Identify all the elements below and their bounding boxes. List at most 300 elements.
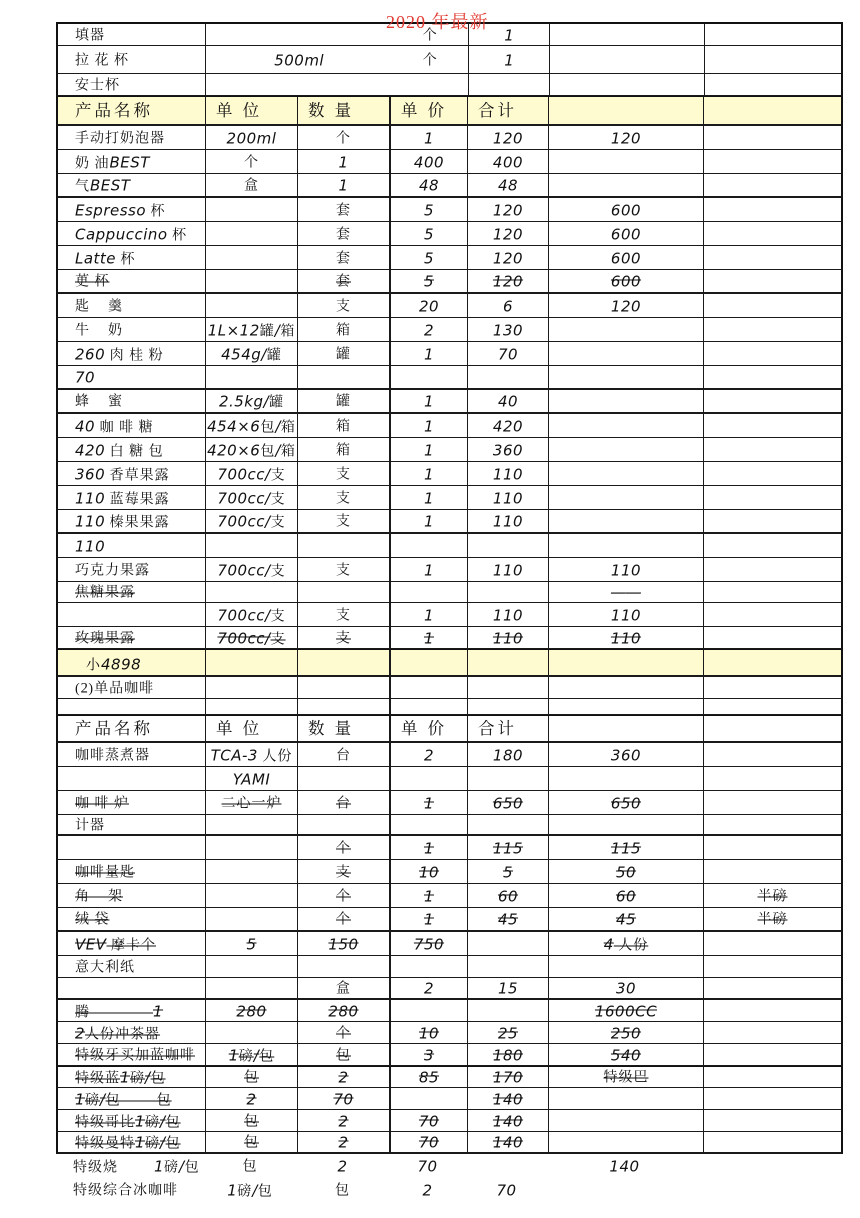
table-cell [549, 908, 704, 930]
cell-text: 5 [423, 201, 435, 219]
table-cell [296, 1154, 389, 1178]
table-cell [298, 462, 391, 485]
cell-text: 40 [497, 392, 519, 411]
table-row [56, 791, 843, 815]
table-row [56, 1110, 843, 1132]
table-cell [549, 222, 704, 245]
cell-text: 箱 [336, 323, 351, 338]
cell-text: 特级曼特1磅/包 [75, 1133, 181, 1152]
cell-text: 400 [492, 153, 524, 171]
table-cell [298, 390, 391, 412]
table-cell [298, 1044, 391, 1065]
cell-text: 咖啡量匙 [75, 865, 135, 880]
cell-text: 支 [336, 491, 351, 506]
table-row [56, 150, 843, 174]
column-header [391, 97, 468, 124]
column-header [468, 716, 549, 741]
cell-text: TCA-3 人份 [210, 746, 293, 764]
table-cell [469, 74, 550, 95]
table-cell [58, 627, 206, 648]
table-cell [298, 603, 391, 626]
table-cell [392, 46, 469, 73]
table-row [56, 462, 843, 486]
table-cell [704, 126, 841, 149]
table-cell [549, 558, 704, 581]
table-cell [391, 815, 468, 834]
header-empty-cell [549, 716, 704, 741]
table-cell [58, 908, 206, 930]
cell-text: 5 [246, 935, 257, 953]
table-cell [391, 978, 468, 998]
table-row [56, 1088, 843, 1110]
table-cell [549, 677, 704, 698]
table-cell [391, 414, 468, 437]
table-row [56, 956, 843, 978]
table-cell [391, 743, 468, 766]
table-cell [549, 1044, 704, 1065]
table-row [56, 767, 843, 791]
table-cell [549, 815, 704, 834]
cell-text: 1L×12罐/箱 [207, 321, 296, 339]
cell-text: 180 [492, 746, 524, 764]
table-cell [391, 932, 468, 955]
table-cell [298, 582, 391, 602]
cell-text: 咖 啡 炉 [75, 796, 129, 811]
table-cell [206, 74, 392, 95]
cell-text: 280 [328, 1002, 359, 1020]
cell-text: 1 [338, 176, 349, 195]
table-cell [58, 1088, 206, 1109]
cell-text: Latte 杯 [75, 249, 136, 267]
table-cell [549, 978, 704, 998]
cell-text: 360 [610, 746, 642, 764]
table-cell [58, 534, 206, 557]
cell-text: 360 [492, 441, 524, 459]
table-cell [206, 884, 298, 907]
table-cell [206, 978, 298, 998]
table-cell [468, 978, 549, 998]
column-header-label: 单 价 [401, 719, 448, 739]
table-cell [58, 74, 206, 95]
table-cell [549, 791, 704, 814]
table-cell [549, 150, 704, 173]
cell-text: 台 [336, 796, 351, 811]
cell-text: 包 [336, 1048, 351, 1063]
table-cell [704, 650, 841, 675]
cell-text: 玫瑰果露 [75, 631, 135, 646]
table-cell [391, 126, 468, 149]
table-cell [391, 582, 468, 602]
table-cell [204, 1154, 296, 1178]
cell-text: 700cc/支 [217, 465, 286, 483]
table-cell [206, 1022, 298, 1043]
table-cell [391, 1110, 468, 1131]
cell-text: 120 [492, 249, 524, 267]
cell-text: 110 [492, 465, 524, 483]
column-header [391, 716, 468, 741]
table-cell [298, 699, 391, 714]
table-cell [549, 270, 704, 292]
table-cell [466, 1154, 547, 1178]
column-header-label: 数 量 [308, 719, 355, 739]
cell-text: 1磅/包 [228, 1046, 275, 1064]
table-row [56, 198, 843, 222]
cell-text: 个 [422, 53, 438, 68]
cell-text: 2 [337, 1157, 348, 1176]
cell-text: 半磅 [757, 912, 788, 928]
cell-text: 1磅/包 [227, 1181, 273, 1200]
cell-text: 5 [502, 863, 514, 881]
header-empty-cell [549, 97, 704, 124]
table-cell [206, 743, 298, 766]
table-cell [391, 1044, 468, 1065]
table-cell [58, 414, 206, 437]
table-row [56, 1154, 843, 1178]
table-cell [391, 908, 468, 930]
cell-text: 45 [615, 910, 637, 929]
table-cell [468, 1067, 549, 1087]
table-cell [206, 318, 298, 341]
cell-text: 140 [609, 1157, 640, 1176]
table-cell [391, 836, 468, 859]
cell-text: 套 [336, 274, 351, 290]
table-cell [58, 978, 206, 998]
table-cell [704, 1022, 841, 1043]
table-cell [705, 74, 841, 95]
cell-text: 匙 羹 [75, 299, 123, 314]
table-cell [549, 438, 704, 461]
table-cell [468, 956, 549, 977]
cell-text: 1 [423, 129, 435, 147]
cell-text: 130 [492, 321, 524, 339]
table-row [56, 486, 843, 510]
table-cell [58, 932, 206, 955]
table-cell [58, 510, 206, 532]
table-cell [206, 174, 298, 196]
cell-text: 特级牙买加蓝咖啡 [75, 1048, 195, 1063]
table-cell [549, 198, 704, 221]
table-row [56, 603, 843, 627]
table-cell [549, 582, 704, 602]
cell-text: 110 [492, 512, 524, 531]
table-cell [468, 150, 549, 173]
table-cell [58, 836, 206, 859]
cell-text: 200ml [226, 129, 277, 147]
table-cell [704, 390, 841, 412]
table-cell [206, 390, 298, 412]
table-cell [58, 342, 206, 365]
table-cell [206, 150, 298, 173]
cell-text: 1 [423, 417, 435, 435]
table-cell [547, 1154, 702, 1178]
table-cell [704, 270, 841, 292]
table-cell [549, 510, 704, 532]
table-cell [549, 836, 704, 859]
cell-text: 700cc/支 [217, 512, 286, 531]
table-cell [58, 582, 206, 602]
cell-text: 特级哥比1磅/包 [75, 1112, 181, 1130]
table-row [56, 1044, 843, 1066]
cell-text: 1 [423, 794, 435, 812]
table-cell [298, 932, 391, 955]
table-cell [704, 627, 841, 648]
table-cell [391, 294, 468, 317]
table-cell [549, 1000, 704, 1021]
table-cell [468, 534, 549, 557]
cell-text: 650 [492, 794, 524, 812]
table-cell [206, 699, 298, 714]
table-cell [58, 699, 206, 714]
table-cell [58, 884, 206, 907]
cell-text: 10 [418, 863, 440, 881]
cell-text: 700cc/支 [217, 629, 286, 647]
cell-text: 40 咖 啡 糖 [75, 417, 154, 435]
table-cell [206, 791, 298, 814]
table-cell [702, 1154, 843, 1178]
cell-text: 特级蓝1磅/包 [75, 1068, 166, 1087]
table-cell [391, 486, 468, 509]
cell-text: 1 [423, 839, 435, 857]
table-cell [705, 24, 841, 45]
table-cell [549, 318, 704, 341]
table-cell [549, 486, 704, 509]
table-cell [298, 1067, 391, 1087]
cell-text: 2 [423, 979, 435, 998]
table-cell [468, 438, 549, 461]
table-cell [298, 627, 391, 648]
cell-text: 特级烧 1磅/包 [73, 1157, 200, 1176]
table-cell [704, 1088, 841, 1109]
cell-text: 1 [504, 51, 515, 69]
table-row [56, 836, 843, 860]
table-cell [58, 650, 206, 675]
table-cell [391, 198, 468, 221]
table-cell [58, 603, 206, 626]
cell-text: 600 [610, 201, 642, 219]
cell-text: 260 肉 桂 粉 [75, 345, 164, 363]
table-cell [468, 743, 549, 766]
table-cell [206, 46, 392, 73]
cell-text: 454×6包/箱 [207, 417, 296, 435]
cell-text: 120 [610, 129, 642, 147]
table-cell [704, 1132, 841, 1152]
cell-text: 110 [610, 629, 642, 647]
cell-text: 140 [492, 1112, 524, 1130]
cell-text: 罐 [336, 347, 351, 362]
table-cell [58, 1132, 206, 1152]
table-cell [549, 294, 704, 317]
cell-text: 2 [422, 1181, 433, 1200]
table-row [56, 174, 843, 198]
cell-text: 罐 [336, 394, 351, 410]
table-cell [549, 414, 704, 437]
cell-text: 支 [336, 467, 351, 482]
table-cell [704, 860, 841, 883]
table-cell [58, 174, 206, 196]
table-cell [298, 884, 391, 907]
cell-text: 1 [423, 345, 435, 363]
table-cell [704, 246, 841, 269]
cell-text: 15 [497, 979, 519, 998]
cell-text: 支 [336, 631, 351, 646]
table-cell [391, 884, 468, 907]
cell-text: 48 [497, 176, 519, 195]
cell-text: 120 [610, 297, 642, 315]
table-cell [391, 603, 468, 626]
table-row [56, 390, 843, 414]
cell-text: 1 [423, 887, 435, 905]
column-header-label: 单 位 [216, 101, 263, 121]
table-cell [704, 836, 841, 859]
cell-text: 盒 [336, 981, 351, 997]
table-cell [298, 908, 391, 930]
table-row [56, 884, 843, 908]
table-cell [298, 270, 391, 292]
table-cell [206, 414, 298, 437]
table-cell [704, 1110, 841, 1131]
table-row [56, 46, 843, 74]
table-cell [298, 150, 391, 173]
table-cell [549, 342, 704, 365]
table-cell [206, 908, 298, 930]
table-cell [704, 342, 841, 365]
table-cell [391, 534, 468, 557]
cell-text: 拉 花 杯 [75, 53, 129, 68]
table-cell [468, 270, 549, 292]
table-cell [206, 1067, 298, 1087]
cell-text: YAMI [232, 770, 271, 788]
table-cell [468, 815, 549, 834]
table-header-row [56, 96, 843, 126]
table-cell [58, 1000, 206, 1021]
table-cell [389, 1178, 466, 1202]
table-row [56, 126, 843, 150]
table-cell [704, 510, 841, 532]
table-cell [298, 815, 391, 834]
table-cell [206, 342, 298, 365]
table-cell [468, 510, 549, 532]
table-cell [58, 791, 206, 814]
table-cell [704, 486, 841, 509]
table-row [56, 908, 843, 932]
table-row [56, 743, 843, 767]
cell-text: 箱 [336, 443, 351, 458]
table-cell [298, 366, 391, 388]
cell-text: 2 [246, 1090, 257, 1108]
table-cell [58, 366, 206, 388]
cell-text: 1 [423, 629, 435, 647]
cell-text: 1 [423, 561, 435, 579]
table-cell [549, 1067, 704, 1087]
cell-text: 500ml [274, 51, 325, 69]
column-header-label: 单 位 [216, 719, 263, 739]
table-row [56, 270, 843, 294]
table-cell [206, 270, 298, 292]
table-cell [468, 486, 549, 509]
table-cell [704, 438, 841, 461]
cell-text: 140 [492, 1133, 524, 1152]
table-cell [468, 558, 549, 581]
table-cell [298, 650, 391, 675]
cell-text: 个 [336, 131, 351, 146]
cell-text: 5 [423, 249, 435, 267]
table-cell [392, 74, 469, 95]
table-row [56, 978, 843, 1000]
cell-text: 个 [336, 1026, 351, 1041]
table-cell [704, 884, 841, 907]
table-row [56, 1000, 843, 1022]
table-cell [391, 174, 468, 196]
table-cell [468, 908, 549, 930]
table-cell [58, 246, 206, 269]
table-cell [391, 1132, 468, 1152]
table-cell [58, 956, 206, 977]
cell-text: 1 [423, 441, 435, 459]
table-row [56, 318, 843, 342]
table-cell [549, 390, 704, 412]
cell-text: 110 [492, 629, 524, 647]
table-cell [704, 1044, 841, 1065]
table-cell [298, 1132, 391, 1152]
cell-text: 60 [497, 887, 519, 905]
table-cell [298, 510, 391, 532]
table-row [56, 627, 843, 649]
table-cell [206, 627, 298, 648]
cell-text: 120 [492, 201, 524, 219]
cell-text: 120 [492, 129, 524, 147]
cell-text: 5 [423, 272, 435, 291]
table-cell [704, 1000, 841, 1021]
table-cell [206, 582, 298, 602]
table-cell [206, 767, 298, 790]
cell-text: 30 [615, 979, 637, 998]
cell-text: 10 [418, 1024, 440, 1042]
table-cell [206, 650, 298, 675]
cell-text: 茰 杯 [75, 274, 110, 290]
table-cell [298, 956, 391, 977]
cell-text: 台 [336, 748, 351, 763]
cell-text: 包 [335, 1183, 350, 1199]
table-cell [468, 1088, 549, 1109]
table-cell [58, 1022, 206, 1043]
table-cell [704, 767, 841, 790]
table-cell [391, 366, 468, 388]
table-cell [58, 198, 206, 221]
table-cell [549, 174, 704, 196]
cell-text: 400 [413, 153, 445, 171]
table-cell [298, 1000, 391, 1021]
table-row [56, 246, 843, 270]
cell-text: 4 人份 [603, 935, 649, 953]
cell-text: 巧克力果露 [75, 563, 150, 578]
table-cell [58, 815, 206, 834]
table-cell [704, 603, 841, 626]
table-cell [704, 366, 841, 388]
cell-text: 50 [615, 863, 637, 881]
cell-text: 半磅 [757, 889, 788, 904]
cell-text: 650 [610, 794, 642, 812]
cell-text: 安士杯 [75, 78, 120, 93]
table-cell [56, 1154, 204, 1178]
table-row [56, 932, 843, 956]
cell-text: 170 [492, 1068, 524, 1087]
table-cell [391, 956, 468, 977]
cell-text: 85 [418, 1068, 440, 1087]
table-cell [549, 462, 704, 485]
table-row [56, 1066, 843, 1088]
table-cell [206, 438, 298, 461]
cell-text: 咖啡蒸煮器 [75, 748, 150, 763]
